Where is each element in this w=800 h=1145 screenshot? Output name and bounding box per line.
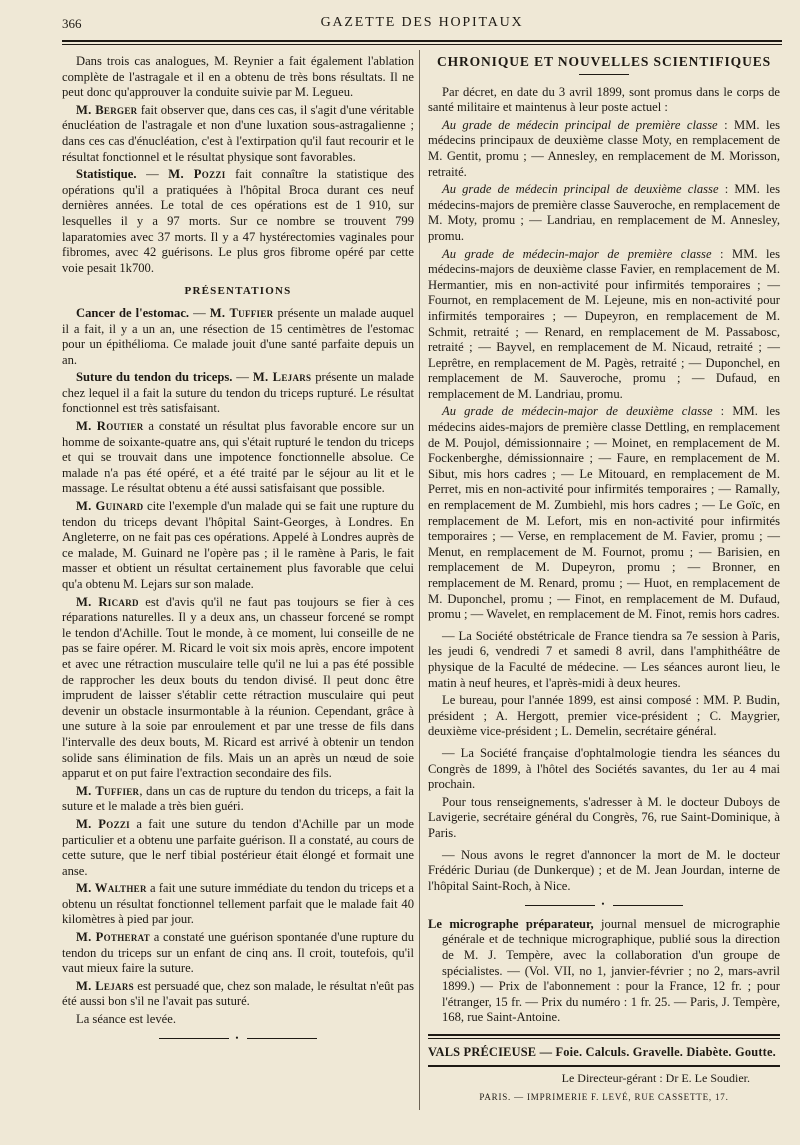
paragraph: M. Lejars est persuadé que, chez son malade, le résultat n'eût pas été aussi bon s'il ne l'avait pas suturé.	[62, 978, 414, 1009]
paragraph: Au grade de médecin-major de première classe : MM. les médecins-majors de deuxième classe Favier, en remplacement de M. Hermantier, mis en non-activité pour infirmités temporaires ; — Fournot, en remplacement de M. Lejeune, mis en non-activité pour infirmités temporaires ; — Dupeyron, en remplacement de M. Schmit, retraité ; — Renard, en remplacement de M. Passabosc, retraité ; — Bayvel, en remplacement de M. Nicaud, retraité ; — Leprêtre, en remplacement de M. Pagès, retraité ; — Duponchel, en remplacement de M. Sauveroche, promu ; — Dufaud, en remplacement de M. Landriau, promu.	[428, 246, 781, 401]
title-rule	[579, 74, 629, 75]
section-heading: Suture du tendon du triceps.	[76, 370, 233, 385]
paragraph: Dans trois cas analogues, M. Reynier a fait également l'ablation complète de l'astragale et il en a obtenu de très bons résultats. Il ne peut donc qu'approuver la conduite suivie par M. Legueu.	[62, 54, 414, 100]
speaker-name: M. Routier	[76, 419, 144, 434]
paragraph: Statistique. — M. Pozzi fait connaître la statistique des opérations qu'il a pratiquées à l'hôpital Broca durant ces neuf dernières années. Le total de ces opérations est de 1 910, sur lesquelles il y a 97 morts. Sur ce nombre se trouvent 799 laparatomies avec 37 morts. Il y a 47 hystérectomies vaginales pour fibromes, avec 42 guérisons. Le plus gros fibrome opéré par cette voie pesait 1k700.	[62, 167, 414, 275]
paragraph: M. Walther a fait une suture immédiate du tendon du triceps et a obtenu un résultat fonctionnel tellement parfait que le malade fait 40 kilomètres à pied par jour.	[62, 881, 414, 927]
ad-rule-bottom	[428, 1065, 780, 1067]
speaker-name: M. Lejars	[76, 978, 134, 993]
speaker-name: M. Walther	[76, 881, 147, 896]
speaker-name: M. Ricard	[76, 594, 139, 609]
paragraph: Pour tous renseignements, s'adresser à M. le docteur Duboys de Lavigerie, secrétaire général du Congrès, 76, rue Saint-Dominique, à Paris.	[428, 794, 780, 840]
ad-rule-thin	[428, 1038, 780, 1039]
paragraph: Le bureau, pour l'année 1899, est ainsi composé : MM. P. Budin, président ; A. Hergott, premier vice-président ; C. Maygrier, deuxième vice-président ; L. Demelin, secrétaire général.	[428, 693, 780, 739]
right-column	[428, 54, 780, 1106]
header-rule	[62, 40, 782, 42]
paragraph: — Nous avons le regret d'annoncer la mort de M. le docteur Frédéric Duriau (de Dunkerque) ; et de M. Jean Jourdan, interne de l'hôpital Saint-Roch, à Nice.	[428, 847, 780, 893]
paragraph: M. Routier a constaté un résultat plus favorable encore sur un homme de soixante-quatre ans, qui s'était rupturé le tendon du triceps et qui se trouvait dans une impotence fonctionnelle absolue. Ce malade n'a pas été opéré, et a été traité par le séjour au lit et le massage. Le résultat obtenu a été aussi satisfaisant que possible.	[62, 419, 414, 496]
paragraph: Au grade de médecin principal de deuxième classe : MM. les médecins-majors de première classe Sauveroche, en remplacement de M. Moty, promu ; — Landriau, en remplacement de M. Annesley, promu.	[428, 182, 781, 243]
paragraph: — La Société française d'ophtalmologie tiendra les séances du Congrès de 1899, à l'hôtel des Sociétés savantes, du 1er au 4 mai prochain.	[428, 745, 780, 792]
speaker-name: M. Pozzi	[168, 167, 226, 182]
speaker-name: M. Tuffier	[76, 783, 140, 798]
section-title: PRÉSENTATIONS	[184, 285, 292, 298]
director-line: Le Directeur-gérant : Dr E. Le Soudier.	[561, 1070, 750, 1085]
paragraph: M. Potherat a constaté une guérison spontanée d'une rupture du tendon du triceps sur un enfant de cinq ans. Il croit, toutefois, qu'il vaut mieux faire la suture.	[62, 930, 414, 976]
paragraph: Au grade de médecin principal de première classe : MM. les médecins principaux de deuxième classe Moty, en remplacement de M. Gentit, promu ; — Annesley, en remplacement de M. Morisson, retraité.	[428, 117, 781, 179]
vals-advertisement: VALS PRÉCIEUSE — Foie. Calculs. Gravelle. Diabète. Goutte.	[428, 1045, 776, 1060]
closing-line: La séance est levée.	[76, 1012, 176, 1027]
ad-rule	[428, 1034, 780, 1036]
paragraph: M. Berger fait observer que, dans ces cas, il s'agit d'une véritable énucléation de l'astragale et non d'une luxation sous-astragalienne ; dans ces cas d'énucléation, c'est à l'extirpation qu'il faut recourir et le résultat fonctionnel et le résultat physique sont favorables.	[62, 102, 414, 164]
speaker-name: M. Tuffier	[209, 305, 274, 320]
chronicle-title: CHRONIQUE ET NOUVELLES SCIENTIFIQUES	[436, 54, 772, 69]
section-heading: Statistique.	[76, 167, 137, 182]
speaker-name: M. Lejars	[252, 370, 312, 385]
grade-heading: Au grade de médecin principal de première classe	[442, 117, 718, 132]
paragraph: M. Pozzi a fait une suture du tendon d'Achille par un mode particulier et a obtenu une parfaite guérison. Il a constaté, au cours de cette suture, que le nerf tibial postérieur était élongé et formait une anse.	[62, 816, 414, 878]
paragraph: M. Tuffier, dans un cas de rupture du tendon du triceps, a fait la suture et le malade a très bien guéri.	[62, 783, 414, 814]
column-divider	[419, 50, 420, 1110]
notice-heading: Le micrographe préparateur,	[428, 916, 594, 931]
micrographe-notice: Le micrographe préparateur, journal mensuel de micrographie générale et de technique micrographique, publié sous la direction de M. J. Tempère, avec la collaboration d'un groupe de spécialistes. — (Vol. VII, no 1, janvier-février ; no 2, mars-avril 1899.) — Prix de l'abonnement : pour la France, 12 fr. ; pour l'étranger, 15 fr. — Prix du numéro : 1 fr. 25. — Paris, J. Tempère, 168, rue Saint-Antoine.	[428, 916, 780, 1025]
ornament-divider: •	[62, 1031, 414, 1047]
journal-title: GAZETTE DES HOPITAUX	[320, 15, 524, 30]
grade-heading: Au grade de médecin-major de deuxième classe	[442, 404, 713, 419]
paragraph: Cancer de l'estomac. — M. Tuffier présente un malade auquel il a fait, il y a un an, une résection de 15 centimètres de l'estomac pour un épithélioma. Ce malade jouit d'une santé parfaite depuis un an.	[62, 305, 415, 367]
speaker-name: M. Pozzi	[76, 816, 130, 831]
header-rule-thin	[62, 44, 782, 45]
printer-line: PARIS. — IMPRIMERIE F. LEVÉ, RUE CASSETTE, 17.	[479, 1092, 729, 1103]
page-number: 366	[62, 16, 82, 31]
left-column	[62, 54, 414, 1050]
paragraph: M. Guinard cite l'exemple d'un malade qui se fait une rupture du tendon du triceps devant l'hôpital Saint-Georges, à Londres. En Angleterre, on ne fait pas ces opérations. Appelé à Londres auprès de ce malade, M. Guinard ne l'opère pas ; il le ramène à Paris, le fait masser et obtient un résultat certainement plus favorable que celui qu'a obtenu M. Lejars sur son malade.	[62, 499, 415, 591]
page-header	[62, 14, 782, 36]
paragraph: Suture du tendon du triceps. — M. Lejars présente un malade chez lequel il a fait la suture du tendon du triceps rupturé. Le résultat fonctionnel est très satisfaisant.	[62, 370, 414, 416]
grade-heading: Au grade de médecin-major de première classe	[442, 246, 712, 261]
section-heading: Cancer de l'estomac.	[76, 305, 190, 320]
paragraph: — La Société obstétricale de France tiendra sa 7e session à Paris, les jeudi 6, vendredi 7 et samedi 8 avril, dans l'amphithéâtre de physique de la Faculté de médecine. — Les séances auront lieu, le matin à neuf heures, et l'après-midi à deux heures.	[428, 628, 780, 690]
grade-heading: Au grade de médecin principal de deuxième classe	[442, 182, 719, 197]
paragraph: Par décret, en date du 3 avril 1899, sont promus dans le corps de santé militaire et maintenus à leur poste actuel :	[428, 84, 780, 115]
paragraph: M. Ricard est d'avis qu'il ne faut pas toujours se fier à ces réparations naturelles. Il y a deux ans, un chasseur forcené se rompt le tendon d'Achille. Tout le monde, à ce moment, lui conseille de ne pas se faire opérer. M. Ricard le voit six mois après, encore impotent et avec une rétraction musculaire telle qu'il ne lui a pas été possible de rapprocher les deux bouts du tendon divisé. Il peut donc être imprudent de laisser s'établir cette rétraction musculaire qui peut devenir un obstacle insurmontable à la réunion. Cependant, grâce à une suture à la soie par enroulement et par une tresse de fils dans l'intervalle des deux bouts, M. Ricard est arrivé à obtenir un tendon solide sans élimination de fils. Mais un an après un nœud de soie apparut et on put faire l'extraction secondaire des fils.	[62, 594, 414, 781]
ornament-divider: •	[428, 897, 780, 913]
speaker-name: M. Guinard	[76, 499, 144, 514]
speaker-name: M. Berger	[76, 102, 138, 117]
paragraph: Au grade de médecin-major de deuxième classe : MM. les médecins aides-majors de première classe Dettling, en remplacement de M. Poujol, démissionnaire ; — Moinet, en remplacement de M. Fockenberghe, démissionnaire ; — Faure, en remplacement de M. Sibut, mis hors cadres ; — Le Mitouard, en remplacement de M. Perret, mis en non-activité pour infirmités temporaires ; — Ramally, en remplacement de M. Zumbiehl, mis hors cadres ; — Le Goïc, en remplacement de M. Lefort, mis en non-activité pour infirmités temporaires ; — Verse, en remplacement de M. Favier, promu ; — Menut, en remplacement de M. Fournot, promu ; — Barisien, en remplacement de M. Dupeyron, promu ; — Bronner, en remplacement de M. Renard, promu ; — Huot, en remplacement de M. Duponchel, promu ; — Finot, en remplacement de M. Dufaud, promu ; — Wavelet, en remplacement de M. Finot, remis hors cadres.	[428, 404, 780, 622]
speaker-name: M. Potherat	[76, 930, 151, 945]
